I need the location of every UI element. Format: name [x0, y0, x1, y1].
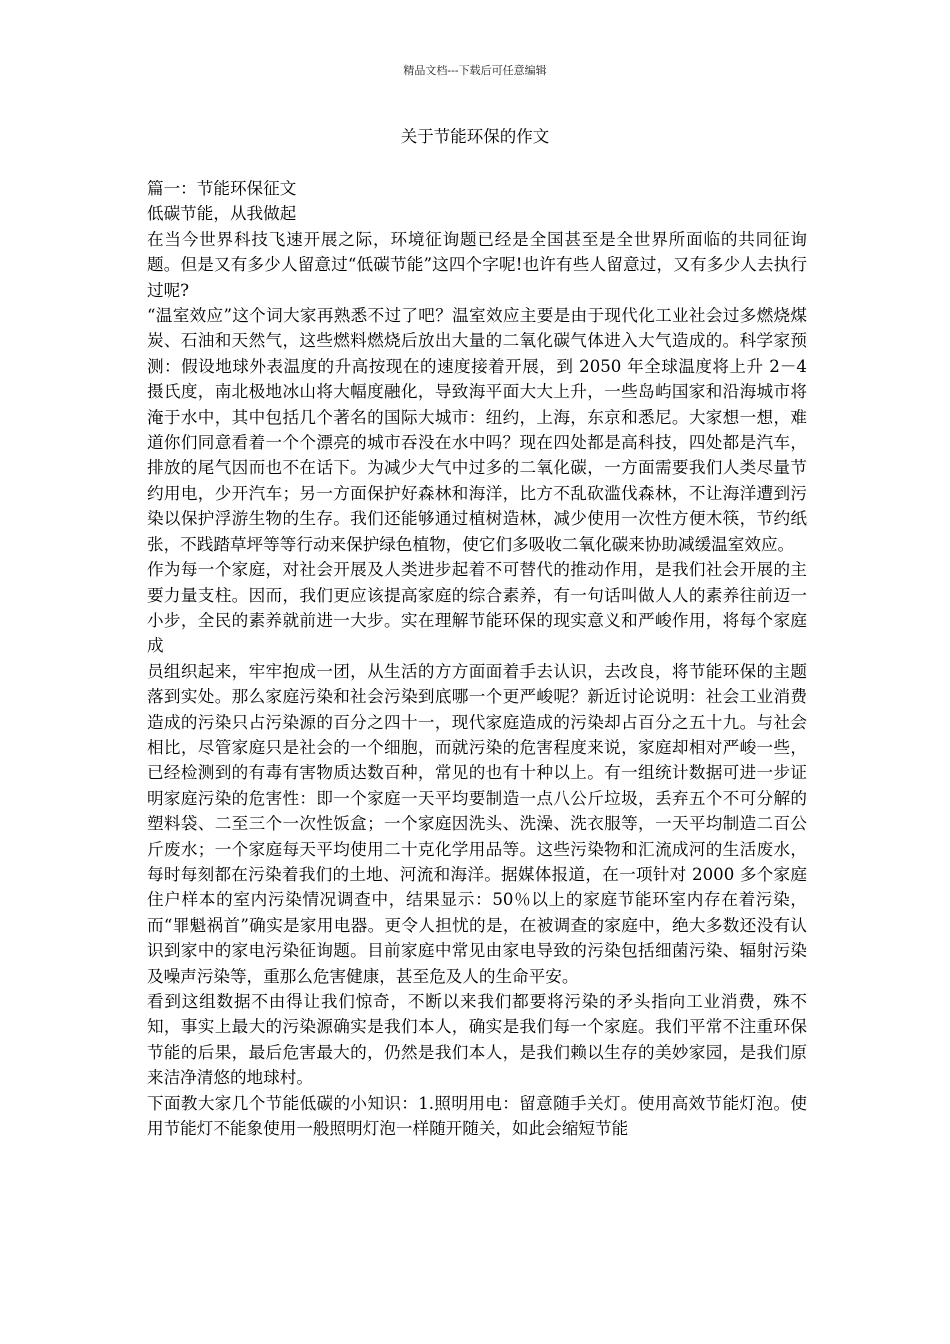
document-body: [147, 176, 807, 1141]
paragraph: “温室效应”这个词大家再熟悉不过了吧？温室效应主要是由于现代化工业社会过多燃烧煤炭、石油和天然气，这些燃料燃烧后放出大量的二氧化碳气体进入大气造成的。科学家预测：假设地球外表温度的升高按现在的速度接着开展，到 2050 年全球温度将上升 2－4 摄氏度，南北极地冰山将大幅度融化，导致海平面大大上升，一些岛屿国家和沿海城市将淹于水中，其中包括几个著名的国际大城市：纽约，上海，东京和悉尼。大家想一想，难道你们同意看着一个个漂亮的城市吞没在水中吗？现在四处都是高科技，四处都是汽车，排放的尾气因而也不在话下。为减少大气中过多的二氧化碳，一方面需要我们人类尽量节约用电，少开汽车；另一方面保护好森林和海洋，比方不乱砍滥伐森林，不让海洋遭到污染以保护浮游生物的生存。我们还能够通过植树造林，减少使用一次性方便木筷，节约纸张，不践踏草坪等等行动来保护绿色植物，使它们多吸收二氧化碳来协助减缓温室效应。: [147, 306, 807, 554]
paragraph: 作为每一个家庭，对社会开展及人类进步起着不可替代的推动作用，是我们社会开展的主要力量支柱。因而，我们更应该提高家庭的综合素养，有一句话叫做人人的素养往前迈一小步，全民的素养就前进一大步。实在理解节能环保的现实意义和严峻作用，将每个家庭成: [147, 560, 807, 656]
paragraph: 在当今世界科技飞速开展之际，环境征询题已经是全国甚至是全世界所面临的共同征询题。但是又有多少人留意过“低碳节能”这四个字呢!也许有些人留意过，又有多少人去执行过呢?: [147, 229, 807, 300]
essay-subtitle: 低碳节能，从我做起: [147, 204, 297, 224]
paragraph: 下面教大家几个节能低碳的小知识：1.照明用电：留意随手关灯。使用高效节能灯泡。使用节能灯不能象使用一般照明灯泡一样随开随关，如此会缩短节能: [147, 1093, 807, 1139]
document-title: 关于节能环保的作文: [400, 127, 550, 146]
page-header: 精品文档---下载后可任意编辑: [403, 64, 547, 77]
paragraph: 员组织起来，牢牢抱成一团，从生活的方方面面着手去认识，去改良，将节能环保的主题落到实处。那么家庭污染和社会污染到底哪一个更严峻呢？新近讨论说明：社会工业消费造成的污染只占污染源的百分之四十一，现代家庭造成的污染却占百分之五十九。与社会相比，尽管家庭只是社会的一个细胞，而就污染的危害程度来说，家庭却相对严峻一些，已经检测到的有毒有害物质达数百种，常见的也有十种以上。有一组统计数据可进一步证明家庭污染的危害性：即一个家庭一天平均要制造一点八公斤垃圾，丢弃五个不可分解的塑料袋、二至三个一次性饭盒；一个家庭因洗头、洗澡、洗衣服等，一天平均制造二百公斤废水；一个家庭每天平均使用二十克化学用品等。这些污染物和汇流成河的生活废水，每时每刻都在污染着我们的土地、河流和海洋。据媒体报道，在一项针对 2000 多个家庭住户样本的室内污染情况调查中，结果显示：50％以上的家庭节能环室内存在着污染，而“罪魁祸首”确实是家用电器。更令人担忧的是，在被调查的家庭中，绝大多数还没有认识到家中的家电污染征询题。目前家庭中常见由家电导致的污染包括细菌污染、辐射污染及噪声污染等，重那么危害健康，甚至危及人的生命平安。: [147, 661, 807, 986]
paragraph: 看到这组数据不由得让我们惊奇，不断以来我们都要将污染的矛头指向工业消费，殊不知，事实上最大的污染源确实是我们本人，确实是我们每一个家庭。我们平常不注重环保节能的后果，最后危害最大的，仍然是我们本人，是我们赖以生存的美妙家园，是我们原来洁净清悠的地球村。: [147, 992, 807, 1088]
section-heading: 篇一：节能环保征文: [147, 179, 297, 198]
